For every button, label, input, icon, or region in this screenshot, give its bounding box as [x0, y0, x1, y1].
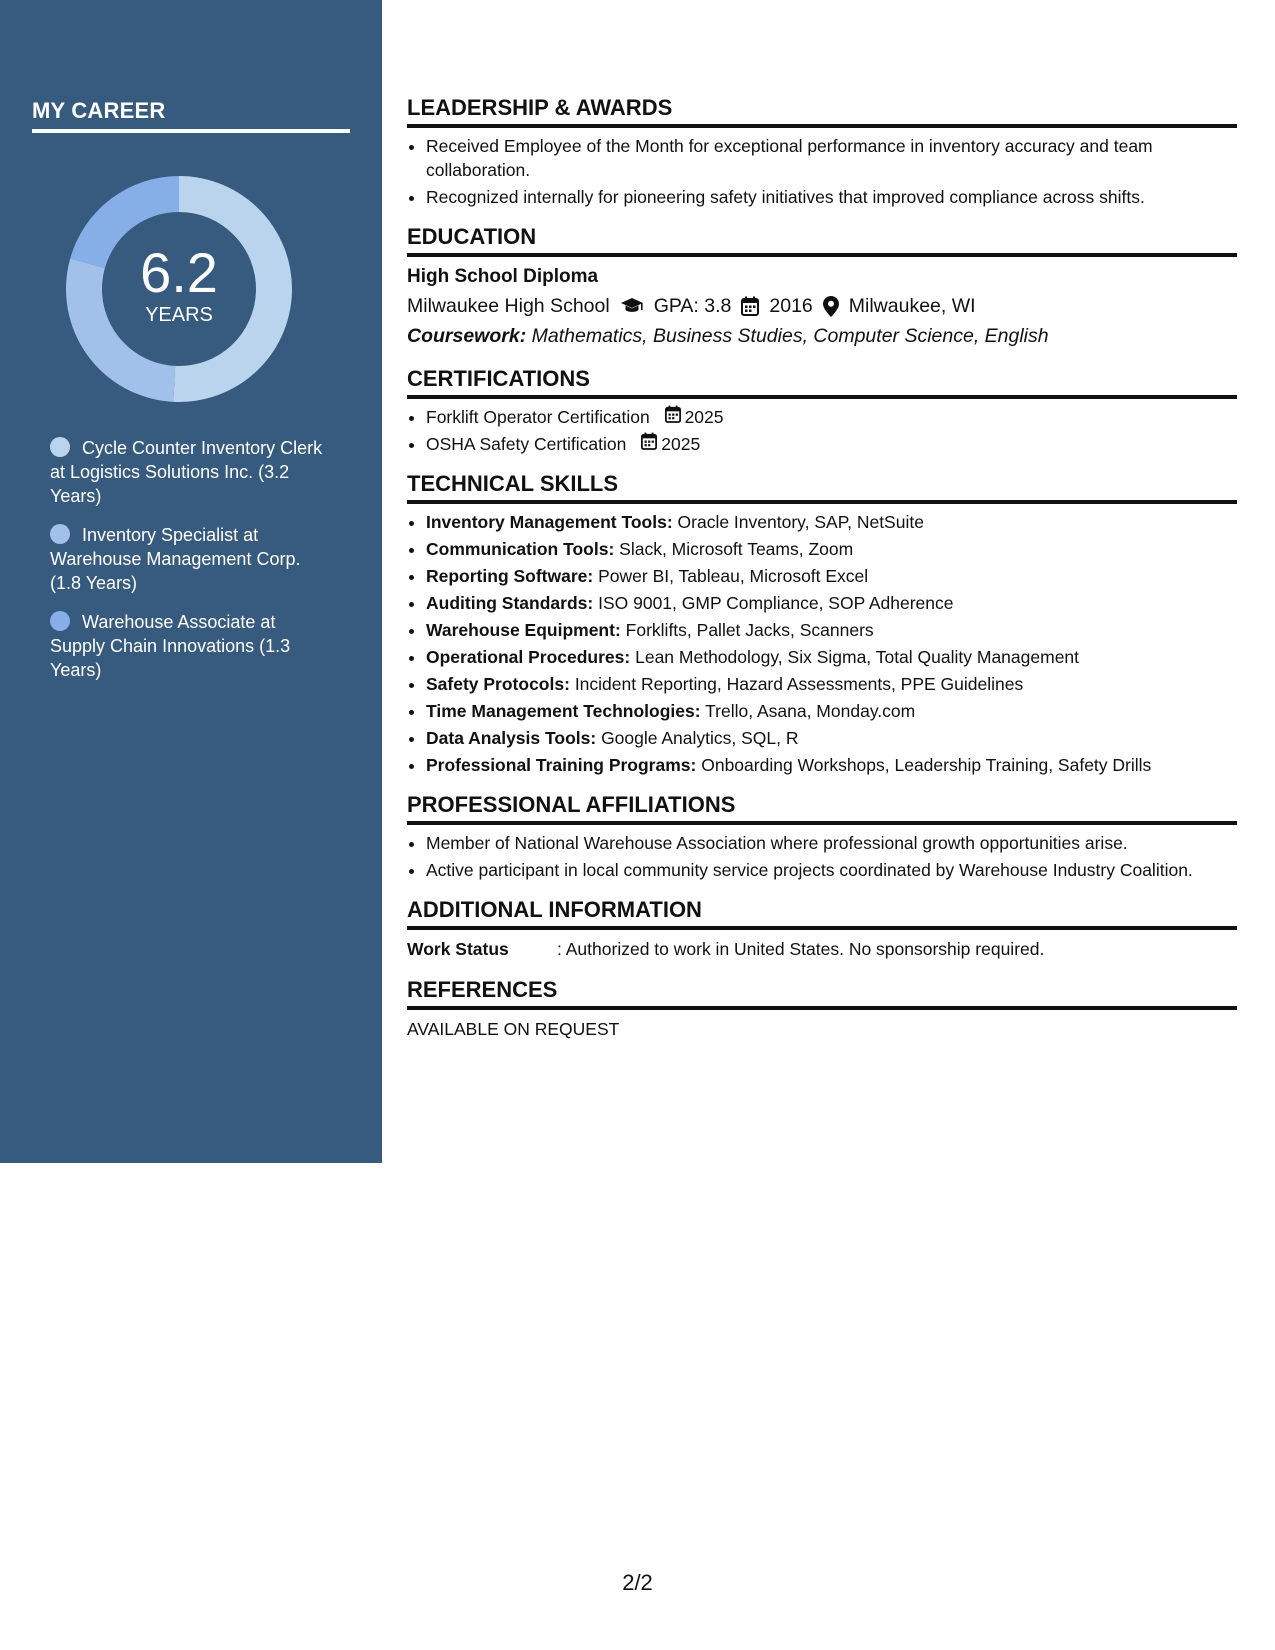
affiliations-section	[407, 791, 1237, 882]
certification-year: 2025	[684, 407, 724, 427]
affiliations-list	[407, 831, 1237, 882]
list-item	[426, 726, 1237, 750]
calendar-icon	[641, 432, 661, 456]
career-item-text: Inventory Specialist at Warehouse Management Corp. (1.8 Years)	[50, 525, 301, 593]
page-number: 2/2	[622, 1570, 653, 1595]
education-details	[407, 291, 1237, 321]
list-item: • Received Employee of the Month for exceptional performance in inventory accuracy and team collaboration.	[426, 134, 1237, 182]
skill-value: Trello, Asana, Monday.com	[705, 701, 916, 721]
skill-label: Inventory Management Tools:	[426, 512, 673, 532]
section-title: CERTIFICATIONS	[407, 365, 1237, 399]
list-item	[426, 753, 1237, 777]
education-gpa: GPA: 3.8	[653, 295, 732, 317]
donut-center	[66, 176, 292, 402]
graduation-cap-icon	[620, 297, 644, 315]
certification-date	[665, 405, 724, 429]
education-degree: High School Diploma	[407, 266, 599, 287]
career-item	[50, 523, 330, 595]
work-status-label: Work Status	[407, 939, 509, 959]
list-item: • Member of National Warehouse Association where professional growth opportunities arise.	[426, 831, 1237, 855]
section-title: TECHNICAL SKILLS	[407, 470, 1237, 504]
skills-section	[407, 470, 1237, 777]
list-item	[426, 618, 1237, 642]
skill-label: Time Management Technologies:	[426, 701, 701, 721]
skill-value: Slack, Microsoft Teams, Zoom	[619, 539, 854, 559]
list-item: • Recognized internally for pioneering safety initiatives that improved compliance across shifts.	[426, 185, 1237, 209]
section-title: EDUCATION	[407, 223, 1237, 257]
list-item	[426, 564, 1237, 588]
education-coursework	[407, 321, 1237, 351]
certifications-list	[407, 405, 1237, 456]
work-status-value: : Authorized to work in United States. No sponsorship required.	[557, 939, 1045, 959]
map-pin-icon	[823, 296, 839, 317]
section-title: REFERENCES	[407, 976, 1237, 1010]
certifications-section	[407, 365, 1237, 456]
section-title: PROFESSIONAL AFFILIATIONS	[407, 791, 1237, 825]
list-item	[426, 432, 1237, 456]
list-item	[426, 510, 1237, 534]
skill-value: Lean Methodology, Six Sigma, Total Quality Management	[635, 647, 1080, 667]
list-item	[426, 699, 1237, 723]
career-item	[50, 610, 330, 682]
list-item	[426, 672, 1237, 696]
skill-label: Operational Procedures:	[426, 647, 631, 667]
list-item	[426, 645, 1237, 669]
leadership-list	[407, 134, 1237, 209]
sidebar-title: MY CAREER	[32, 98, 350, 133]
certification-date	[641, 432, 700, 456]
skill-label: Reporting Software:	[426, 566, 594, 586]
skill-label: Safety Protocols:	[426, 674, 570, 694]
education-section	[407, 223, 1237, 351]
list-item	[426, 591, 1237, 615]
additional-section	[407, 896, 1237, 962]
skill-label: Warehouse Equipment:	[426, 620, 621, 640]
leadership-section	[407, 94, 1237, 209]
list-item	[426, 405, 1237, 429]
coursework-label: Coursework:	[407, 325, 527, 347]
education-school: Milwaukee High School	[407, 295, 610, 317]
sidebar	[0, 0, 382, 1163]
skill-label: Communication Tools:	[426, 539, 615, 559]
skill-value: Incident Reporting, Hazard Assessments, PPE Guidelines	[574, 674, 1024, 694]
work-status-row	[407, 936, 1237, 962]
coursework-value: Mathematics, Business Studies, Computer Science, English	[531, 325, 1049, 347]
total-years-unit: YEARS	[145, 304, 213, 326]
list-item	[426, 537, 1237, 561]
list-item: • Active participant in local community service projects coordinated by Warehouse Industry Coalition.	[426, 858, 1237, 882]
skill-value: ISO 9001, GMP Compliance, SOP Adherence	[598, 593, 954, 613]
career-donut-chart	[66, 176, 292, 402]
skills-list	[407, 510, 1237, 777]
references-text: AVAILABLE ON REQUEST	[407, 1019, 620, 1039]
education-location: Milwaukee, WI	[848, 295, 976, 317]
education-year: 2016	[769, 295, 813, 317]
calendar-icon	[665, 405, 685, 429]
skill-label: Auditing Standards:	[426, 593, 594, 613]
skill-value: Oracle Inventory, SAP, NetSuite	[677, 512, 924, 532]
section-title: ADDITIONAL INFORMATION	[407, 896, 1237, 930]
certification-year: 2025	[661, 434, 701, 454]
skill-value: Forklifts, Pallet Jacks, Scanners	[625, 620, 874, 640]
skill-label: Professional Training Programs:	[426, 755, 697, 775]
skill-value: Power BI, Tableau, Microsoft Excel	[598, 566, 869, 586]
certification-name: OSHA Safety Certification	[426, 434, 627, 454]
career-item	[50, 436, 330, 508]
calendar-icon	[741, 296, 759, 316]
career-list	[50, 436, 330, 697]
skill-value: Google Analytics, SQL, R	[601, 728, 799, 748]
legend-dot-icon	[50, 437, 70, 457]
section-title: LEADERSHIP & AWARDS	[407, 94, 1237, 128]
skill-value: Onboarding Workshops, Leadership Training, Safety Drills	[701, 755, 1152, 775]
total-years-value: 6.2	[140, 241, 218, 304]
career-item-text: Warehouse Associate at Supply Chain Innovations (1.3 Years)	[50, 612, 291, 680]
skill-label: Data Analysis Tools:	[426, 728, 597, 748]
legend-dot-icon	[50, 524, 70, 544]
references-section	[407, 976, 1237, 1042]
legend-dot-icon	[50, 611, 70, 631]
certification-name: Forklift Operator Certification	[426, 407, 650, 427]
career-item-text: Cycle Counter Inventory Clerk at Logistics Solutions Inc. (3.2 Years)	[50, 438, 323, 506]
main-content	[407, 94, 1237, 1056]
